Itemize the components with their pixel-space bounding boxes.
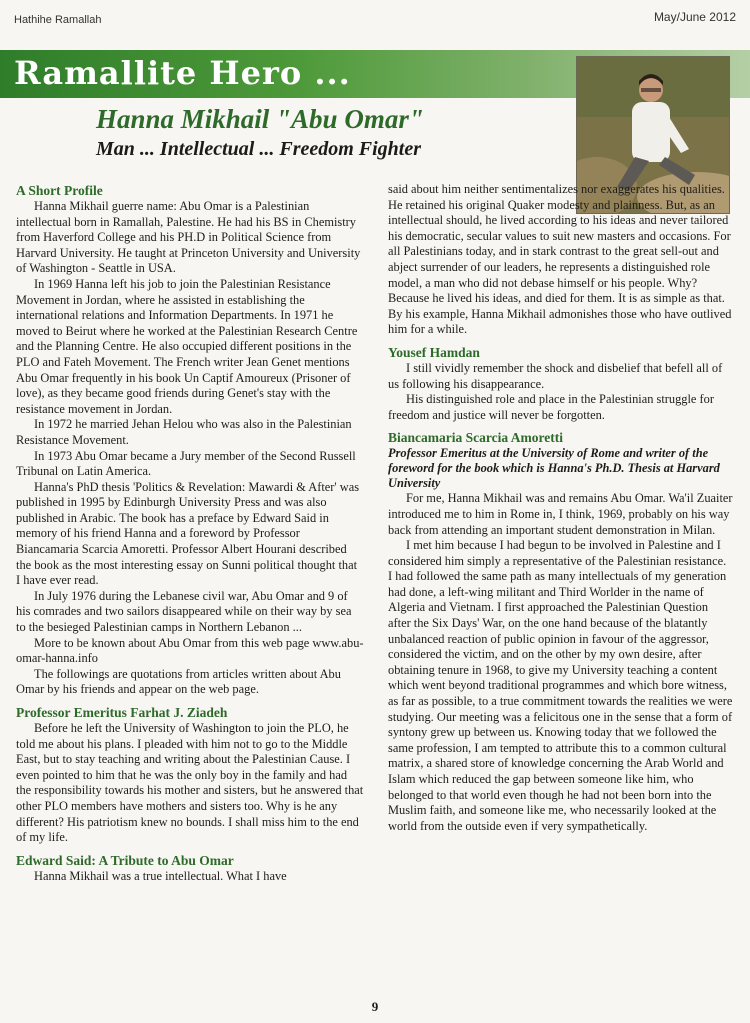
left-column	[16, 182, 364, 884]
said-heading: Edward Said: A Tribute to Abu Omar	[16, 852, 234, 868]
hero-tagline: Man ... Intellectual ... Freedom Fighter	[96, 138, 422, 160]
said-paragraph-start: Hanna Mikhail was a true intellectual. What I have	[34, 868, 287, 883]
page-number: 9	[371, 999, 379, 1014]
profile-paragraph: More to be known about Abu Omar from this web page www.abu-omar-hanna.info	[16, 635, 364, 666]
right-column	[388, 182, 733, 834]
profile-heading: A Short Profile	[16, 183, 103, 198]
profile-paragraph: The followings are quotations from articles written about Abu Omar by his friends and appear on the web page.	[16, 666, 341, 697]
banner-title: Ramallite Hero ...	[14, 54, 351, 92]
running-head	[14, 8, 736, 28]
headline	[96, 102, 566, 162]
ziadeh-paragraph: Before he left the University of Washington to join the PLO, he told me about his plans. I pleaded with him not to go to the Middle East, but to stay teaching and writing about the Palestinian Cause. I even pointed to him that he was the only boy in the family and had the responsibility towards his mother and sisters, but he answered that other PLO members have mothers and sisters too. Why is he any different? His patriotism knew no bounds. I shall miss him to the end of my life.	[16, 721, 364, 845]
hamdan-paragraph: I still vividly remember the shock and disbelief that befell all of us following his disappearance.	[388, 360, 723, 391]
hamdan-paragraph: His distinguished role and place in the Palestinian struggle for freedom and justice will never be forgotten.	[388, 392, 714, 422]
profile-paragraph: In 1972 he married Jehan Helou who was also in the Palestinian Resistance Movement.	[16, 417, 352, 447]
said-continuation: said about him neither sentimentalizes nor exaggerates his qualities. He retained his original Quaker modesty and plainness. But, as an intellectual should, he lived according to his ideas and never tailored his democratic, secular values to suit new masters and occasions. For all Palestinians today, and in stark contrast to the great sell-out and abject surrender of our leaders, he represents a distinguished role model, a man who did not debase himself or his people. Why? Because he lived his ideas, and died for them. It is as simple as that. By his example, Hanna Mikhail admonishes those who have outlived him for a while.	[388, 182, 732, 337]
profile-paragraph: In July 1976 during the Lebanese civil war, Abu Omar and 9 of his comrades and two sailors disappeared while on their way by sea to the besieged Palestinian camps in Northern Lebanon ...	[16, 588, 352, 635]
hero-name: Hanna Mikhail "Abu Omar"	[96, 104, 424, 134]
ziadeh-heading: Professor Emeritus Farhat J. Ziadeh	[16, 705, 228, 720]
publication-name: Hathihe Ramallah	[14, 14, 102, 26]
amoretti-subheading: Professor Emeritus at the University of Rome and writer of the foreword for the book which is Hanna's Ph.D. Thesis at Harvard University	[388, 446, 720, 491]
amoretti-heading: Biancamaria Scarcia Amoretti	[388, 430, 563, 446]
profile-paragraph: In 1973 Abu Omar became a Jury member of the Second Russell Tribunal on Latin America.	[16, 448, 356, 479]
profile-paragraph: Hanna's PhD thesis 'Politics & Revelation: Mawardi & After' was published in 1995 by Edinburgh University Press and was also published in Arabic. The book has a preface by Edward Said in memory of his friend Hanna and a foreword by Professor Biancamaria Scarcia Amoretti. Professor Albert Hourani described the book as the most interesting essay on Sunni political thought that I have ever read.	[16, 479, 360, 588]
issue-date: May/June 2012	[653, 10, 736, 24]
profile-paragraph: In 1969 Hanna left his job to join the Palestinian Resistance Movement in Jordan, where he assisted in establishing the international relations and Information Departments. In 1971 he moved to Beirut where he worked at the Palestinian Research Centre and the Planning Centre. He also occupied different positions in the PLO and Fateh Movement. The French writer Jean Genet mentions Abu Omar frequently in his book Un Captif Amoureux (Prisoner of love), as they became good friends during Genet's stay with the resistance movement in Jordan.	[16, 276, 358, 416]
profile-paragraph: Hanna Mikhail guerre name: Abu Omar is a Palestinian intellectual born in Ramallah, Palestine. He had his BS in Chemistry from Haverford College and his PH.D in Political Science from Harvard University. He taught at Princeton University and University of Washington - Seattle in USA.	[16, 199, 361, 276]
amoretti-paragraph: I met him because I had begun to be involved in Palestine and I considered him simply a representative of the Palestinian resistance. I had followed the same path as many intellectuals of my generation had done, a left-wing militant and Third Worlder in the name of Algeria and Vietnam. I first approached the Palestinian Question after the Six Days' War, on the one hand because of the blatantly unbalanced reaction of public opinion in favour of the aggressor, considered the victim, and on the other by my own desire, after obtaining tenure in 1968, to give my University teaching a content which went beyond traditional programmes and which bore witness, as far as possible, to a true commitment towards the realities we were studying. Our meeting was a felicitous one in the sense that a form of syntony grew up between us. Knowing today that we followed the same profession, I am tempted to attribute this to a common cultural matrix, a shared store of knowledge concerning the Arab World and Islam which reduced the gap between someone like him, who belonged to that world even though he had not been born into the Muslim faith, and someone like me, who necessarily looked at the world from the outside even if very sympathetically.	[388, 538, 733, 833]
amoretti-paragraph: For me, Hanna Mikhail was and remains Abu Omar. Wa'il Zuaiter introduced me to him in Rome in, I think, 1969, probably on his way back from attending an important student demonstration in Milan.	[388, 491, 733, 537]
hamdan-heading: Yousef Hamdan	[388, 344, 480, 360]
